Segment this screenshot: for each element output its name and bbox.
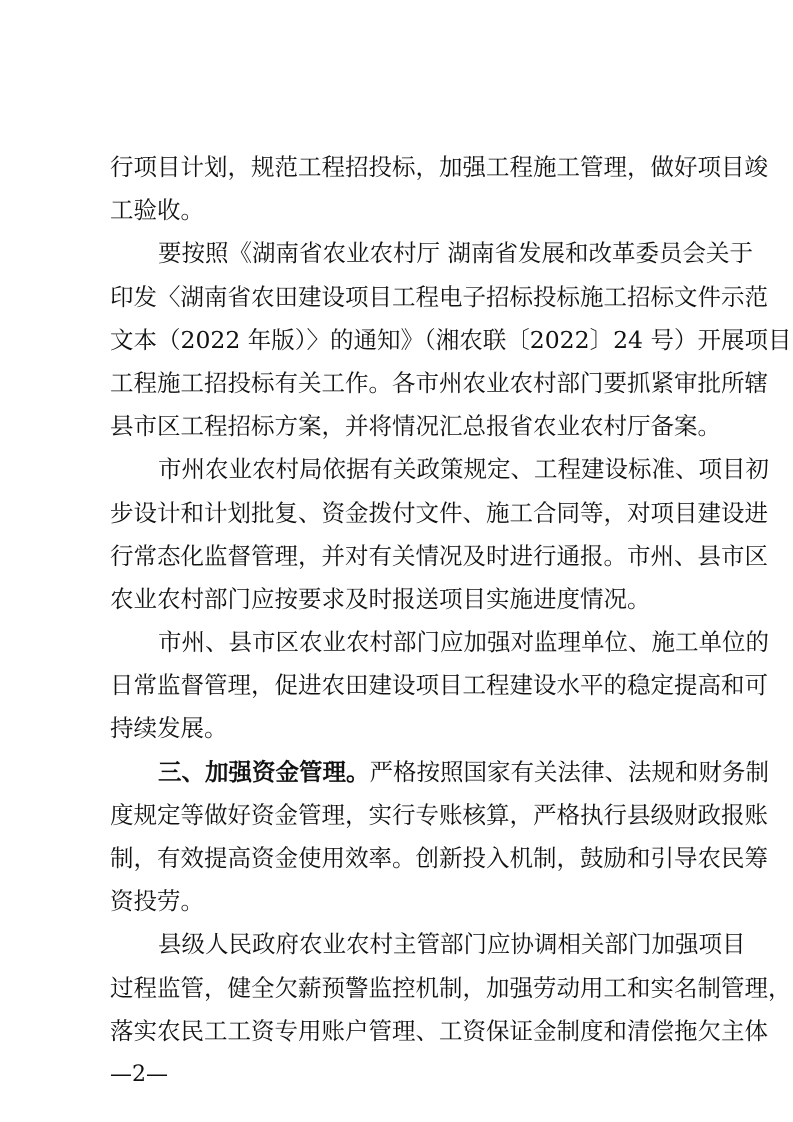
text-line: 农业农村部门应按要求及时报送项目实施进度情况。 — [110, 584, 651, 613]
text-line: 工验收。 — [110, 196, 204, 225]
text-line: 制，有效提高资金使用效率。创新投入机制，鼓励和引导农民筹 — [110, 844, 768, 872]
text-line: 县市区工程招标方案，并将情况汇总报省农业农村厅备案。 — [110, 412, 721, 441]
text-line: 要按照《湖南省农业农村厅 湖南省发展和改革委员会关于 — [158, 239, 753, 268]
text-line: 落实农民工工资专用账户管理、工资保证金制度和清偿拖欠主体 — [110, 1016, 768, 1045]
text-line: 市州农业农村局依据有关政策规定、工程建设标准、项目初 — [158, 455, 769, 484]
text-span: 严格按照国家有关法律、法规和财务制 — [369, 757, 769, 786]
text-line: 度规定等做好资金管理，实行专账核算，严格执行县级财政报账 — [110, 800, 768, 829]
text-line: 市州、县市区农业农村部门应加强对监理单位、施工单位的 — [158, 628, 769, 657]
text-line: 过程监管，健全欠薪预警监控机制，加强劳动用工和实名制管理， — [110, 973, 792, 1002]
text-line — [110, 751, 769, 794]
text-line: 资投劳。 — [110, 887, 204, 916]
text-line: 文本（2022 年版）〉的通知》（湘农联〔2022〕24 号）开展项目 — [110, 325, 792, 354]
text-line: 县级人民政府农业农村主管部门应协调相关部门加强项目 — [158, 930, 746, 959]
text-line: 持续发展。 — [110, 714, 228, 743]
document-body — [110, 146, 792, 1053]
page-number: —2— — [110, 1062, 168, 1087]
text-line: 印发〈湖南省农田建设项目工程电子招标投标施工招标文件示范 — [110, 282, 768, 311]
text-line: 日常监督管理，促进农田建设项目工程建设水平的稳定提高和可 — [110, 671, 768, 700]
text-line: 行项目计划，规范工程招投标，加强工程施工管理，做好项目竣 — [110, 153, 768, 181]
text-line: 步设计和计划批复、资金拨付文件、施工合同等，对项目建设进 — [110, 498, 768, 527]
section-heading: 三、加强资金管理。 — [158, 757, 370, 786]
text-line: 行常态化监督管理，并对有关情况及时进行通报。市州、县市区 — [110, 541, 768, 570]
text-line: 工程施工招投标有关工作。各市州农业农村部门要抓紧审批所辖 — [110, 368, 768, 397]
